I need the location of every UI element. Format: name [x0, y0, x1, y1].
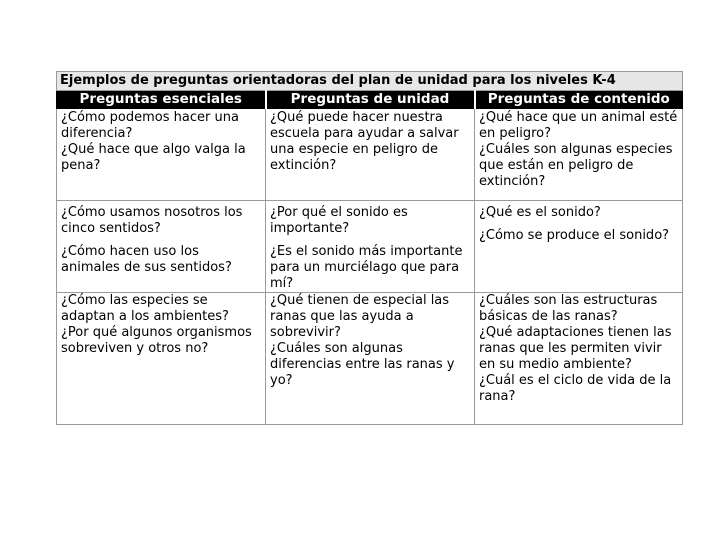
table-cell	[475, 293, 683, 425]
header-unit-questions: Preguntas de unidad	[266, 91, 475, 109]
table-title: Ejemplos de preguntas orientadoras del plan de unidad para los niveles K-4	[57, 72, 683, 91]
header-content-questions: Preguntas de contenido	[475, 91, 683, 109]
header-row	[57, 91, 683, 109]
table-title-row	[57, 72, 683, 91]
question-text: ¿Es el sonido más importante para un murciélago que para mí?	[270, 244, 463, 291]
table-cell	[57, 293, 266, 425]
question-text: ¿Cuáles son algunas especies que están en peligro de extinción?	[479, 142, 673, 189]
question-text: ¿Cómo las especies se adaptan a los ambientes?	[61, 293, 229, 324]
question-text: ¿Qué hace que algo valga la pena?	[61, 142, 246, 173]
question-text: ¿Por qué el sonido es importante?	[270, 205, 408, 236]
question-text: ¿Cómo hacen uso los animales de sus sentidos?	[61, 244, 232, 275]
table-row	[57, 293, 683, 425]
header-essential-questions: Preguntas esenciales	[57, 91, 266, 109]
question-text: ¿Cómo usamos nosotros los cinco sentidos?	[61, 205, 243, 236]
table-cell	[475, 109, 683, 201]
question-text: ¿Cuáles son las estructuras básicas de las ranas?	[479, 293, 658, 324]
question-text: ¿Cómo se produce el sonido?	[479, 228, 670, 243]
question-text: ¿Por qué algunos organismos sobreviven y otros no?	[61, 325, 252, 356]
question-text: ¿Cómo podemos hacer una diferencia?	[61, 110, 239, 141]
question-text: ¿Cuáles son algunas diferencias entre las ranas y yo?	[270, 341, 455, 388]
question-text: ¿Qué es el sonido?	[479, 205, 601, 220]
table-cell	[475, 201, 683, 293]
table-cell	[266, 293, 475, 425]
question-text: ¿Qué tienen de especial las ranas que las ayuda a sobrevivir?	[270, 293, 450, 340]
question-text: ¿Qué puede hacer nuestra escuela para ayudar a salvar una especie en peligro de extinción?	[270, 110, 459, 173]
table-cell	[57, 201, 266, 293]
table-cell	[266, 201, 475, 293]
question-text: ¿Qué adaptaciones tienen las ranas que les permiten vivir en su medio ambiente?	[479, 325, 672, 372]
table-cell	[57, 109, 266, 201]
question-text: ¿Cuál es el ciclo de vida de la rana?	[479, 373, 672, 404]
guiding-questions-table	[56, 71, 683, 425]
table-row	[57, 201, 683, 293]
question-text: ¿Qué hace que un animal esté en peligro?	[479, 110, 678, 141]
table-row	[57, 109, 683, 201]
table-cell	[266, 109, 475, 201]
